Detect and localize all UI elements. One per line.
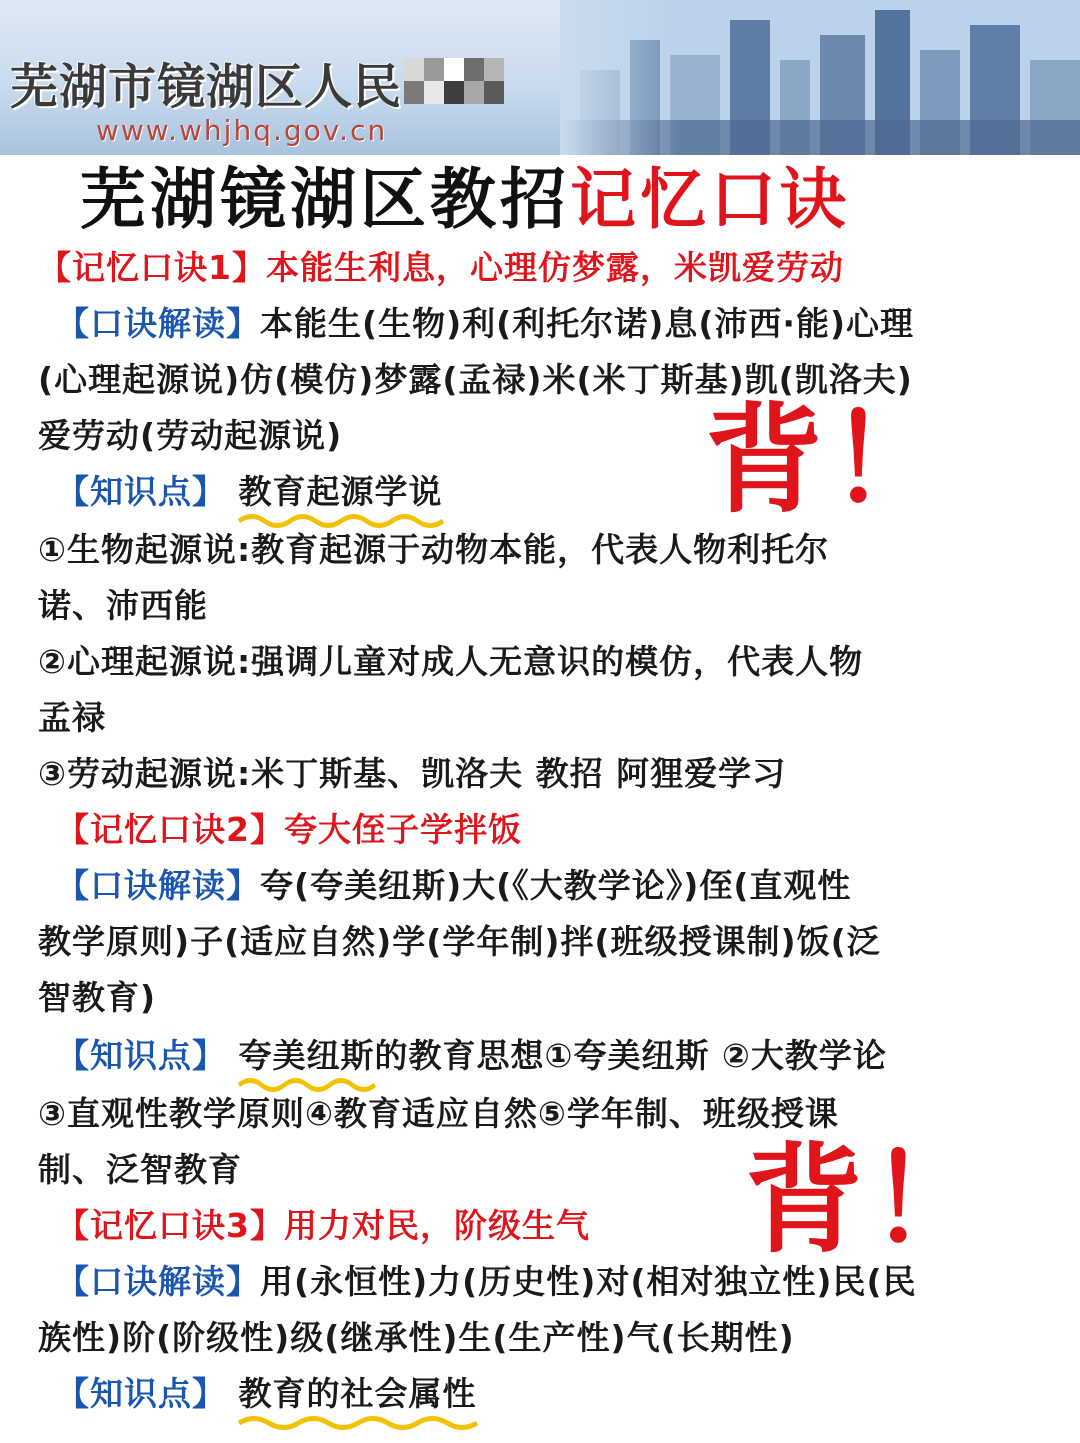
interp-2-line-1 — [56, 858, 1066, 914]
knowledge-2-topic — [239, 1028, 375, 1084]
interp-1-tag: 【口诀解读】 — [56, 304, 260, 343]
interp-3-tag: 【口诀解读】 — [56, 1262, 260, 1301]
city-skyline-image — [560, 0, 1080, 155]
interp-2-line-3: 智教育) — [38, 978, 157, 1017]
knowledge-2-rest: 的教育思想①夸美纽斯 ②大教学论 — [374, 1036, 887, 1075]
interp-1-text-1: 本能生(生物)利(利托尔诺)息(沛西·能)心理 — [260, 304, 915, 343]
mnemonic-2-tag: 【记忆口诀2】 — [56, 810, 284, 849]
knowledge-2-line-2: ③直观性教学原则④教育适应自然⑤学年制、班级授课 — [38, 1094, 839, 1133]
header-banner — [0, 0, 1080, 155]
emphasis-bei-2: 背！ — [745, 1131, 994, 1269]
interp-2-line-2: 教学原则)子(适应自然)学(学年制)拌(班级授课制)饭(泛 — [38, 922, 881, 961]
title-red-part: 记忆口诀 — [570, 161, 850, 238]
pixelated-mosaic — [404, 58, 504, 104]
knowledge-1-topic-text: 教育起源学说 — [238, 472, 443, 511]
interp-2-text-1: 夸(夸美纽斯)大(《大教学论》)侄(直观性 — [260, 866, 852, 905]
mnemonic-2-text: 夸大侄子学拌饭 — [283, 810, 522, 849]
title-black-part: 芜湖镜湖区教招 — [80, 161, 570, 238]
interp-3-text-1: 用(永恒性)力(历史性)对(相对独立性)民(民 — [260, 1262, 917, 1301]
interp-2-tag: 【口诀解读】 — [56, 866, 260, 905]
knowledge-1-topic — [239, 464, 443, 520]
interp-1-line-3: 爱劳动(劳动起源说) — [38, 416, 343, 455]
page-title — [80, 160, 850, 240]
item-2-line-1: ②心理起源说:强调儿童对成人无意识的模仿，代表人物 — [38, 642, 864, 681]
mnemonic-2-line — [56, 802, 1066, 858]
item-1-line-2: 诺、沛西能 — [38, 586, 208, 625]
mnemonic-3-text: 用力对民，阶级生气 — [283, 1206, 590, 1245]
knowledge-3-line — [56, 1366, 1066, 1422]
mnemonic-1-tag: 【记忆口诀1】 — [38, 248, 266, 287]
interp-3-line-1 — [56, 1254, 1066, 1310]
emphasis-bei-1: 背！ — [705, 391, 954, 529]
mnemonic-3-line — [56, 1198, 1066, 1254]
site-name: 芜湖市镜湖区人民 — [10, 59, 403, 115]
interp-3-line-2: 族性)阶(阶级性)级(继承性)生(生产性)气(长期性) — [38, 1318, 795, 1357]
mnemonic-1-line — [38, 240, 1048, 296]
knowledge-2-tag: 【知识点】 — [56, 1036, 226, 1075]
knowledge-1-tag: 【知识点】 — [56, 472, 226, 511]
knowledge-3-tag: 【知识点】 — [56, 1374, 226, 1413]
item-1-line-1: ①生物起源说:教育起源于动物本能，代表人物利托尔 — [38, 530, 830, 569]
knowledge-2-line-3: 制、泛智教育 — [38, 1150, 242, 1189]
item-2-line-2: 孟禄 — [38, 698, 106, 737]
mnemonic-1-text: 本能生利息，心理仿梦露，米凯爱劳动 — [265, 248, 844, 287]
item-3-line: ③劳动起源说:米丁斯基、凯洛夫 教招 阿狸爱学习 — [38, 754, 787, 793]
interp-1-line-2: (心理起源说)仿(模仿)梦露(孟禄)米(米丁斯基)凯(凯洛夫) — [38, 360, 913, 399]
interp-1-line-1 — [56, 296, 1066, 352]
knowledge-3-topic — [239, 1366, 477, 1422]
mnemonic-3-tag: 【记忆口诀3】 — [56, 1206, 284, 1245]
knowledge-2-line-1 — [56, 1028, 1066, 1084]
knowledge-2-topic-text: 夸美纽斯 — [238, 1036, 375, 1075]
site-url: www.whjhq.gov.cn — [96, 114, 388, 147]
wavy-underline — [239, 1414, 477, 1432]
knowledge-3-topic-text: 教育的社会属性 — [238, 1374, 477, 1413]
